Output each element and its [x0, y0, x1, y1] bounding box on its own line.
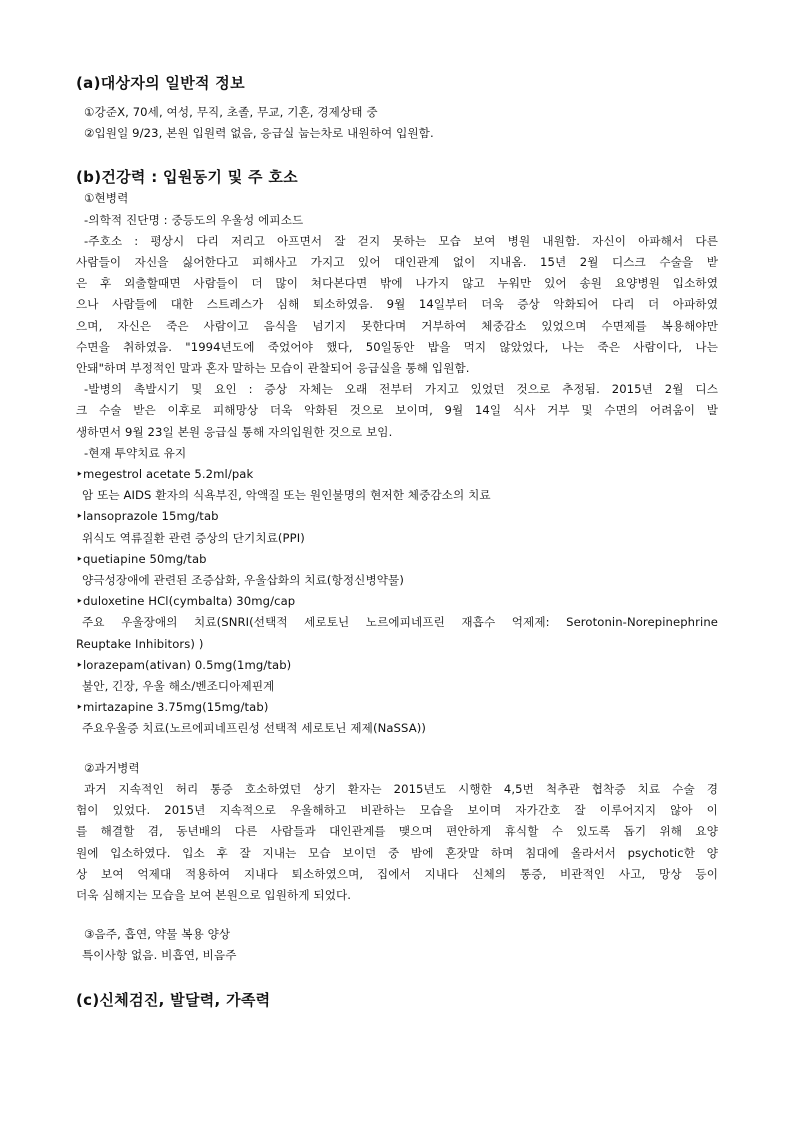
paragraph-line: -주호소 : 평상시 다리 저리고 아프면서 잘 걷지 못하는 모습 보여 병원 내원함. 자신이 아파해서 다른	[84, 233, 718, 248]
paragraph-line: 크 수술 받은 이후로 피해망상 더욱 악화된 것으로 보이며, 9월 14일 식사 거부 및 수면의 어려움이 발	[76, 403, 718, 418]
section-a-title: (a)대상자의 일반적 정보	[76, 74, 245, 92]
medication-heading: -현재 투약치료 유지	[84, 445, 187, 460]
medication-name: ‣megestrol acetate 5.2ml/pak	[76, 467, 254, 482]
habits-text: 특이사항 없음. 비흡연, 비음주	[82, 948, 237, 963]
paragraph-line: 험이 있었다. 2015년 지속적으로 우울해하고 비관하는 모습을 보이며 자가간호 잘 이루어지지 않아 이	[76, 803, 718, 818]
section-b-title: (b)건강력 : 입원동기 및 주 호소	[76, 168, 298, 187]
paragraph-line: -발병의 촉발시기 및 요인 : 증상 자체는 오래 전부터 가지고 있었던 것으로 추정됨. 2015년 2월 디스	[84, 382, 718, 397]
paragraph-line: 으며, 자신은 죽은 사람이고 음식을 넘기지 못한다며 거부하여 체중감소 있었으며 수면제를 복용해야만	[76, 318, 718, 333]
medication-desc: 불안, 긴장, 우울 해소/벤조디아제핀계	[82, 679, 275, 694]
general-info-line: ②입원일 9/23, 본원 입원력 없음, 응급실 눕는차로 내원하여 입원함.	[84, 126, 434, 141]
paragraph-line: 를 해결할 겸, 동년배의 다른 사람들과 대인관계를 맺으며 편안하게 휴식할 수 있도록 돕기 위해 요양	[76, 824, 718, 839]
section-c-title: (c)신체검진, 발달력, 가족력	[76, 990, 271, 1009]
medication-desc: 주요 우울장애의 치료(SNRI(선택적 세로토닌 노르에피네프린 재흡수 억제제: Serotonin-Norepinephrine	[82, 615, 718, 630]
paragraph-line: 더욱 심해지는 모습을 보여 본원으로 입원하게 되었다.	[76, 887, 352, 902]
medication-name: ‣lorazepam(ativan) 0.5mg(1mg/tab)	[76, 657, 292, 672]
paragraph-line: 으나 사람들에 대한 스트레스가 심해 퇴소하였음. 9월 14일부터 더욱 증상 악화되어 다리 더 아파하였	[76, 297, 718, 312]
paragraph-line: 과거 지속적인 허리 통증 호소하였던 상기 환자는 2015년도 시행한 4,5번 척추관 협착증 치료 수술 경	[84, 781, 718, 796]
habits-heading: ③음주, 흡연, 약물 복용 양상	[84, 927, 231, 942]
medication-name: ‣mirtazapine 3.75mg(15mg/tab)	[76, 700, 269, 715]
paragraph-line: 은 후 외출할때면 사람들이 더 많이 쳐다본다면 밖에 나가지 않고 누워만 있어 송원 요양병원 입소하였	[76, 276, 718, 291]
medication-desc: 주요우울증 치료(노르에피네프린성 선택적 세로토닌 제제(NaSSA))	[82, 721, 426, 736]
document-page	[76, 72, 718, 1011]
complaint-paragraph	[76, 231, 718, 379]
diagnosis-line: -의학적 진단명 : 중등도의 우울성 에피소드	[84, 212, 304, 227]
general-info-line: ①강준X, 70세, 여성, 무직, 초졸, 무교, 기혼, 경제상태 중	[84, 105, 378, 119]
paragraph-line: 수면을 취하였음. "1994년도에 죽었어야 했다, 50일동안 밥을 먹지 않았었다, 나는 죽은 사람이다, 나는	[76, 339, 718, 354]
paragraph-line: 상 보여 억제대 적용하여 지내다 퇴소하였으며, 집에서 지내다 신체의 통증, 비관적인 사고, 망상 등이	[76, 866, 718, 881]
onset-paragraph	[76, 379, 718, 443]
past-history-heading: ②과거병력	[84, 760, 140, 775]
paragraph-line: 사람들이 자신을 싫어한다고 피해사고 가지고 있어 대인관계 없이 지내옴. 15년 2월 디스크 수술을 받	[76, 255, 718, 270]
medication-desc: Reuptake Inhibitors) )	[76, 636, 204, 651]
paragraph-line: 원에 입소하였다. 입소 후 잘 지내는 모습 보이던 중 밤에 혼잣말 하며 침대에 올라서서 psychotic한 양	[76, 845, 718, 860]
medication-desc: 암 또는 AIDS 환자의 식욕부진, 악액질 또는 원인불명의 현저한 체중감소의 치료	[82, 488, 491, 503]
medication-desc: 양극성장애에 관련된 조증삽화, 우울삽화의 치료(항정신병약물)	[82, 573, 404, 588]
medication-list	[76, 464, 718, 740]
medication-name: ‣lansoprazole 15mg/tab	[76, 509, 219, 524]
paragraph-line: 생하면서 9월 23일 본원 응급실 통해 자의입원한 것으로 보임.	[76, 424, 393, 439]
medication-desc: 위식도 역류질환 관련 증상의 단기치료(PPI)	[82, 530, 305, 545]
paragraph-line: 안돼"하며 부정적인 말과 혼자 말하는 모습이 관찰되어 응급실을 통해 입원함.	[76, 361, 470, 376]
medication-name: ‣quetiapine 50mg/tab	[76, 551, 207, 566]
medication-name: ‣duloxetine HCl(cymbalta) 30mg/cap	[76, 594, 296, 609]
present-illness-heading: ①현병력	[84, 191, 129, 206]
past-history-paragraph	[76, 779, 718, 906]
